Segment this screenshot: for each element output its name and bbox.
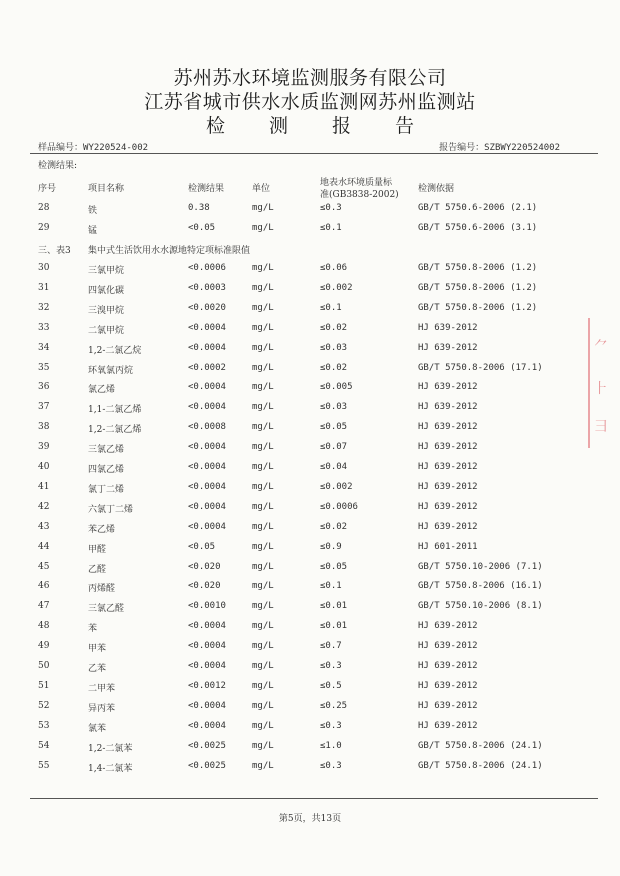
unit-value: mg/L xyxy=(252,342,274,353)
unit-value: mg/L xyxy=(252,720,274,731)
table-row xyxy=(0,581,620,601)
report-number-value: SZBWY220524002 xyxy=(484,143,560,153)
row-number: 49 xyxy=(38,641,50,652)
unit-value: mg/L xyxy=(252,541,274,552)
result-value: <0.0004 xyxy=(188,342,226,353)
item-name: 氯苯 xyxy=(88,723,107,734)
result-value: <0.05 xyxy=(188,222,216,233)
standard-limit: ≤0.05 xyxy=(320,422,348,433)
row-number: 34 xyxy=(38,342,50,353)
row-number: 42 xyxy=(38,501,50,512)
test-basis: HJ 639-2012 xyxy=(418,422,478,433)
row-number: 45 xyxy=(38,561,50,572)
section-3-prefix: 三、表3 xyxy=(38,246,71,256)
col-header-standard-line1: 地表水环境质量标 xyxy=(320,178,393,188)
result-value: <0.0004 xyxy=(188,521,226,532)
unit-value: mg/L xyxy=(252,263,274,273)
item-name: 氯乙烯 xyxy=(88,385,116,396)
table-row xyxy=(0,283,620,303)
standard-limit: ≤0.002 xyxy=(320,481,353,492)
row-number: 50 xyxy=(38,661,50,671)
test-basis: GB/T 5750.8-2006 (1.2) xyxy=(418,263,538,273)
item-name: 三溴甲烷 xyxy=(88,305,125,316)
unit-value: mg/L xyxy=(252,422,274,433)
result-value: <0.0004 xyxy=(188,720,226,731)
row-number: 54 xyxy=(38,740,50,751)
item-name: 乙醛 xyxy=(88,564,107,575)
row-number: 41 xyxy=(38,481,50,492)
table-row xyxy=(0,382,620,402)
unit-value: mg/L xyxy=(252,501,274,512)
item-name: 甲醛 xyxy=(88,544,107,555)
table-row xyxy=(0,482,620,502)
row-number: 55 xyxy=(38,760,50,771)
result-value: <0.0004 xyxy=(188,481,226,492)
report-number-label: 报告编号 xyxy=(439,143,476,153)
row-number: 38 xyxy=(38,422,50,433)
result-value: <0.020 xyxy=(188,561,221,572)
standard-limit: ≤0.7 xyxy=(320,641,342,652)
unit-value: mg/L xyxy=(252,222,274,233)
row-number: 39 xyxy=(38,442,50,453)
item-name: 三氯乙烯 xyxy=(88,445,125,456)
standard-limit: ≤0.5 xyxy=(320,680,342,691)
bottom-divider xyxy=(30,798,598,799)
table-row xyxy=(0,402,620,422)
unit-value: mg/L xyxy=(252,402,274,413)
sample-number-value: WY220524-002 xyxy=(83,143,149,153)
result-value: 0.38 xyxy=(188,203,210,213)
test-basis: HJ 639-2012 xyxy=(418,342,478,353)
standard-limit: ≤0.1 xyxy=(320,222,342,233)
col-header-unit: 单位 xyxy=(252,184,271,194)
top-divider xyxy=(30,153,598,154)
test-basis: HJ 639-2012 xyxy=(418,442,478,453)
item-name: 六氯丁二烯 xyxy=(88,504,134,515)
unit-value: mg/L xyxy=(252,302,274,313)
row-number: 44 xyxy=(38,541,50,552)
test-basis: HJ 639-2012 xyxy=(418,501,478,512)
unit-value: mg/L xyxy=(252,760,274,771)
table-row xyxy=(0,681,620,701)
standard-limit: ≤0.03 xyxy=(320,342,348,353)
test-basis: HJ 639-2012 xyxy=(418,621,478,632)
standard-limit: ≤0.01 xyxy=(320,621,348,632)
test-basis: GB/T 5750.10-2006 (7.1) xyxy=(418,561,543,572)
row-number: 40 xyxy=(38,462,50,472)
table-row xyxy=(0,502,620,522)
row-number: 36 xyxy=(38,382,50,393)
item-name: 异丙苯 xyxy=(88,703,116,714)
result-value: <0.0004 xyxy=(188,382,226,393)
result-value: <0.0004 xyxy=(188,322,226,333)
item-name: 1,2-二氯乙烷 xyxy=(88,345,142,356)
table-row xyxy=(0,522,620,542)
standard-limit: ≤0.25 xyxy=(320,700,348,711)
table-row xyxy=(0,701,620,721)
unit-value: mg/L xyxy=(252,521,274,532)
item-name: 三氯乙醛 xyxy=(88,604,125,615)
standard-limit: ≤0.3 xyxy=(320,720,342,731)
table-row xyxy=(0,562,620,582)
unit-value: mg/L xyxy=(252,680,274,691)
unit-value: mg/L xyxy=(252,362,274,373)
result-value: <0.0004 xyxy=(188,501,226,512)
result-value: <0.0025 xyxy=(188,760,226,771)
standard-limit: ≤0.0006 xyxy=(320,501,358,512)
result-value: <0.0004 xyxy=(188,462,226,472)
table-row xyxy=(0,721,620,741)
unit-value: mg/L xyxy=(252,661,274,671)
standard-limit: ≤0.05 xyxy=(320,561,348,572)
standard-limit: ≤0.04 xyxy=(320,462,348,472)
standard-limit: ≤0.1 xyxy=(320,581,342,592)
table-row xyxy=(0,661,620,681)
page-footer: 第5页，共13页 xyxy=(278,814,342,824)
standard-limit: ≤0.03 xyxy=(320,402,348,413)
test-basis: HJ 639-2012 xyxy=(418,322,478,333)
row-number: 53 xyxy=(38,720,50,731)
result-value: <0.020 xyxy=(188,581,221,592)
item-name: 铁 xyxy=(88,206,98,216)
item-name: 苯 xyxy=(88,624,98,635)
section-3-heading xyxy=(0,243,620,263)
test-basis: HJ 639-2012 xyxy=(418,720,478,731)
table-row xyxy=(0,363,620,383)
row-number: 43 xyxy=(38,521,50,532)
table-row xyxy=(0,223,620,243)
row-number: 46 xyxy=(38,581,50,592)
result-value: <0.0012 xyxy=(188,680,226,691)
org-name-line1: 苏州苏水环境监测服务有限公司 xyxy=(173,67,447,89)
test-basis: GB/T 5750.8-2006 (24.1) xyxy=(418,740,543,751)
table-row xyxy=(0,203,620,223)
item-name: 1,1-二氯乙烯 xyxy=(88,405,142,416)
results-label: 检测结果: xyxy=(38,161,78,171)
test-basis: GB/T 5750.8-2006 (1.2) xyxy=(418,302,538,313)
table-row xyxy=(0,761,620,781)
unit-value: mg/L xyxy=(252,740,274,751)
result-value: <0.0004 xyxy=(188,641,226,652)
standard-limit: ≤0.02 xyxy=(320,362,348,373)
item-name: 1,4-二氯苯 xyxy=(88,763,133,774)
table-row xyxy=(0,323,620,343)
test-basis: HJ 639-2012 xyxy=(418,382,478,393)
test-basis: GB/T 5750.6-2006 (3.1) xyxy=(418,222,538,233)
standard-limit: ≤0.005 xyxy=(320,382,353,393)
table-row xyxy=(0,621,620,641)
result-value: <0.0002 xyxy=(188,362,226,373)
sample-number: 样品编号：WY220524-002 xyxy=(38,143,149,153)
result-value: <0.0003 xyxy=(188,282,226,293)
test-basis: GB/T 5750.10-2006 (8.1) xyxy=(418,601,543,612)
item-name: 苯乙烯 xyxy=(88,524,116,535)
test-basis: HJ 639-2012 xyxy=(418,641,478,652)
result-value: <0.0008 xyxy=(188,422,226,433)
item-name: 锰 xyxy=(88,225,98,236)
seal-stamp-fragment: ⺈ ⺊ ⺕ xyxy=(588,318,614,448)
result-value: <0.05 xyxy=(188,541,216,552)
test-basis: GB/T 5750.6-2006 (2.1) xyxy=(418,203,538,213)
result-value: <0.0010 xyxy=(188,601,226,612)
test-basis: HJ 639-2012 xyxy=(418,521,478,532)
item-name: 丙烯醛 xyxy=(88,584,116,595)
unit-value: mg/L xyxy=(252,462,274,472)
test-basis: HJ 601-2011 xyxy=(418,541,478,552)
item-name: 乙苯 xyxy=(88,664,107,674)
standard-limit: ≤0.3 xyxy=(320,661,342,671)
table-row xyxy=(0,303,620,323)
standard-limit: ≤0.07 xyxy=(320,442,348,453)
row-number: 37 xyxy=(38,402,50,413)
row-number: 51 xyxy=(38,680,50,691)
standard-limit: ≤0.06 xyxy=(320,263,348,273)
item-name: 二甲苯 xyxy=(88,683,116,694)
unit-value: mg/L xyxy=(252,561,274,572)
table-row xyxy=(0,542,620,562)
row-number: 29 xyxy=(38,222,50,233)
item-name: 环氧氯丙烷 xyxy=(88,365,134,376)
result-value: <0.0004 xyxy=(188,661,226,671)
standard-limit: ≤0.3 xyxy=(320,203,342,213)
table-row xyxy=(0,263,620,283)
standard-limit: ≤1.0 xyxy=(320,740,342,751)
table-row xyxy=(0,422,620,442)
item-name: 1,2-二氯乙烯 xyxy=(88,425,142,436)
item-name: 1,2-二氯苯 xyxy=(88,743,133,754)
result-value: <0.0004 xyxy=(188,700,226,711)
test-basis: HJ 639-2012 xyxy=(418,661,478,671)
unit-value: mg/L xyxy=(252,621,274,632)
row-number: 35 xyxy=(38,362,50,373)
item-name: 四氯化碳 xyxy=(88,285,125,296)
section-3-title: 集中式生活饮用水水源地特定项标准限值 xyxy=(88,246,251,256)
unit-value: mg/L xyxy=(252,282,274,293)
result-value: <0.0020 xyxy=(188,302,226,313)
test-basis: GB/T 5750.8-2006 (17.1) xyxy=(418,362,543,373)
item-name: 二氯甲烷 xyxy=(88,325,125,336)
row-number: 30 xyxy=(38,263,50,273)
standard-limit: ≤0.002 xyxy=(320,282,353,293)
standard-limit: ≤0.01 xyxy=(320,601,348,612)
col-header-standard-line2: 准(GB3838-2002) xyxy=(320,190,399,200)
test-basis: HJ 639-2012 xyxy=(418,481,478,492)
row-number: 52 xyxy=(38,700,50,711)
col-header-result: 检测结果 xyxy=(188,184,225,194)
table-row xyxy=(0,741,620,761)
item-name: 氯丁二烯 xyxy=(88,484,125,495)
unit-value: mg/L xyxy=(252,203,274,213)
result-value: <0.0025 xyxy=(188,740,226,751)
result-value: <0.0004 xyxy=(188,442,226,453)
test-basis: HJ 639-2012 xyxy=(418,402,478,413)
standard-limit: ≤0.02 xyxy=(320,322,348,333)
test-basis: GB/T 5750.8-2006 (24.1) xyxy=(418,760,543,771)
result-value: <0.0004 xyxy=(188,621,226,632)
sample-number-label: 样品编号 xyxy=(38,143,75,153)
table-row xyxy=(0,641,620,661)
row-number: 48 xyxy=(38,621,50,632)
table-row xyxy=(0,601,620,621)
col-header-basis: 检测依据 xyxy=(418,184,455,194)
standard-limit: ≤0.02 xyxy=(320,521,348,532)
test-basis: HJ 639-2012 xyxy=(418,700,478,711)
unit-value: mg/L xyxy=(252,641,274,652)
unit-value: mg/L xyxy=(252,481,274,492)
unit-value: mg/L xyxy=(252,442,274,453)
table-row xyxy=(0,462,620,482)
result-value: <0.0006 xyxy=(188,263,226,273)
row-number: 31 xyxy=(38,282,50,293)
item-name: 四氯乙烯 xyxy=(88,465,125,475)
row-number: 47 xyxy=(38,601,50,612)
org-name-line2: 江苏省城市供水水质监测网苏州监测站 xyxy=(144,91,476,113)
report-number: 报告编号：SZBWY220524002 xyxy=(439,143,560,153)
standard-limit: ≤0.3 xyxy=(320,760,342,771)
item-name: 甲苯 xyxy=(88,644,107,655)
standard-limit: ≤0.1 xyxy=(320,302,342,313)
unit-value: mg/L xyxy=(252,322,274,333)
row-number: 28 xyxy=(38,203,50,213)
test-basis: GB/T 5750.8-2006 (1.2) xyxy=(418,282,538,293)
item-name: 三氯甲烷 xyxy=(88,266,125,276)
unit-value: mg/L xyxy=(252,382,274,393)
table-row xyxy=(0,442,620,462)
result-value: <0.0004 xyxy=(188,402,226,413)
test-basis: GB/T 5750.8-2006 (16.1) xyxy=(418,581,543,592)
unit-value: mg/L xyxy=(252,601,274,612)
test-basis: HJ 639-2012 xyxy=(418,680,478,691)
unit-value: mg/L xyxy=(252,581,274,592)
col-header-name: 项目名称 xyxy=(88,184,125,194)
report-title: 检测报告 xyxy=(205,115,458,137)
row-number: 33 xyxy=(38,322,50,333)
row-number: 32 xyxy=(38,302,50,313)
test-basis: HJ 639-2012 xyxy=(418,462,478,472)
col-header-no: 序号 xyxy=(38,184,57,194)
standard-limit: ≤0.9 xyxy=(320,541,342,552)
table-row xyxy=(0,343,620,363)
unit-value: mg/L xyxy=(252,700,274,711)
